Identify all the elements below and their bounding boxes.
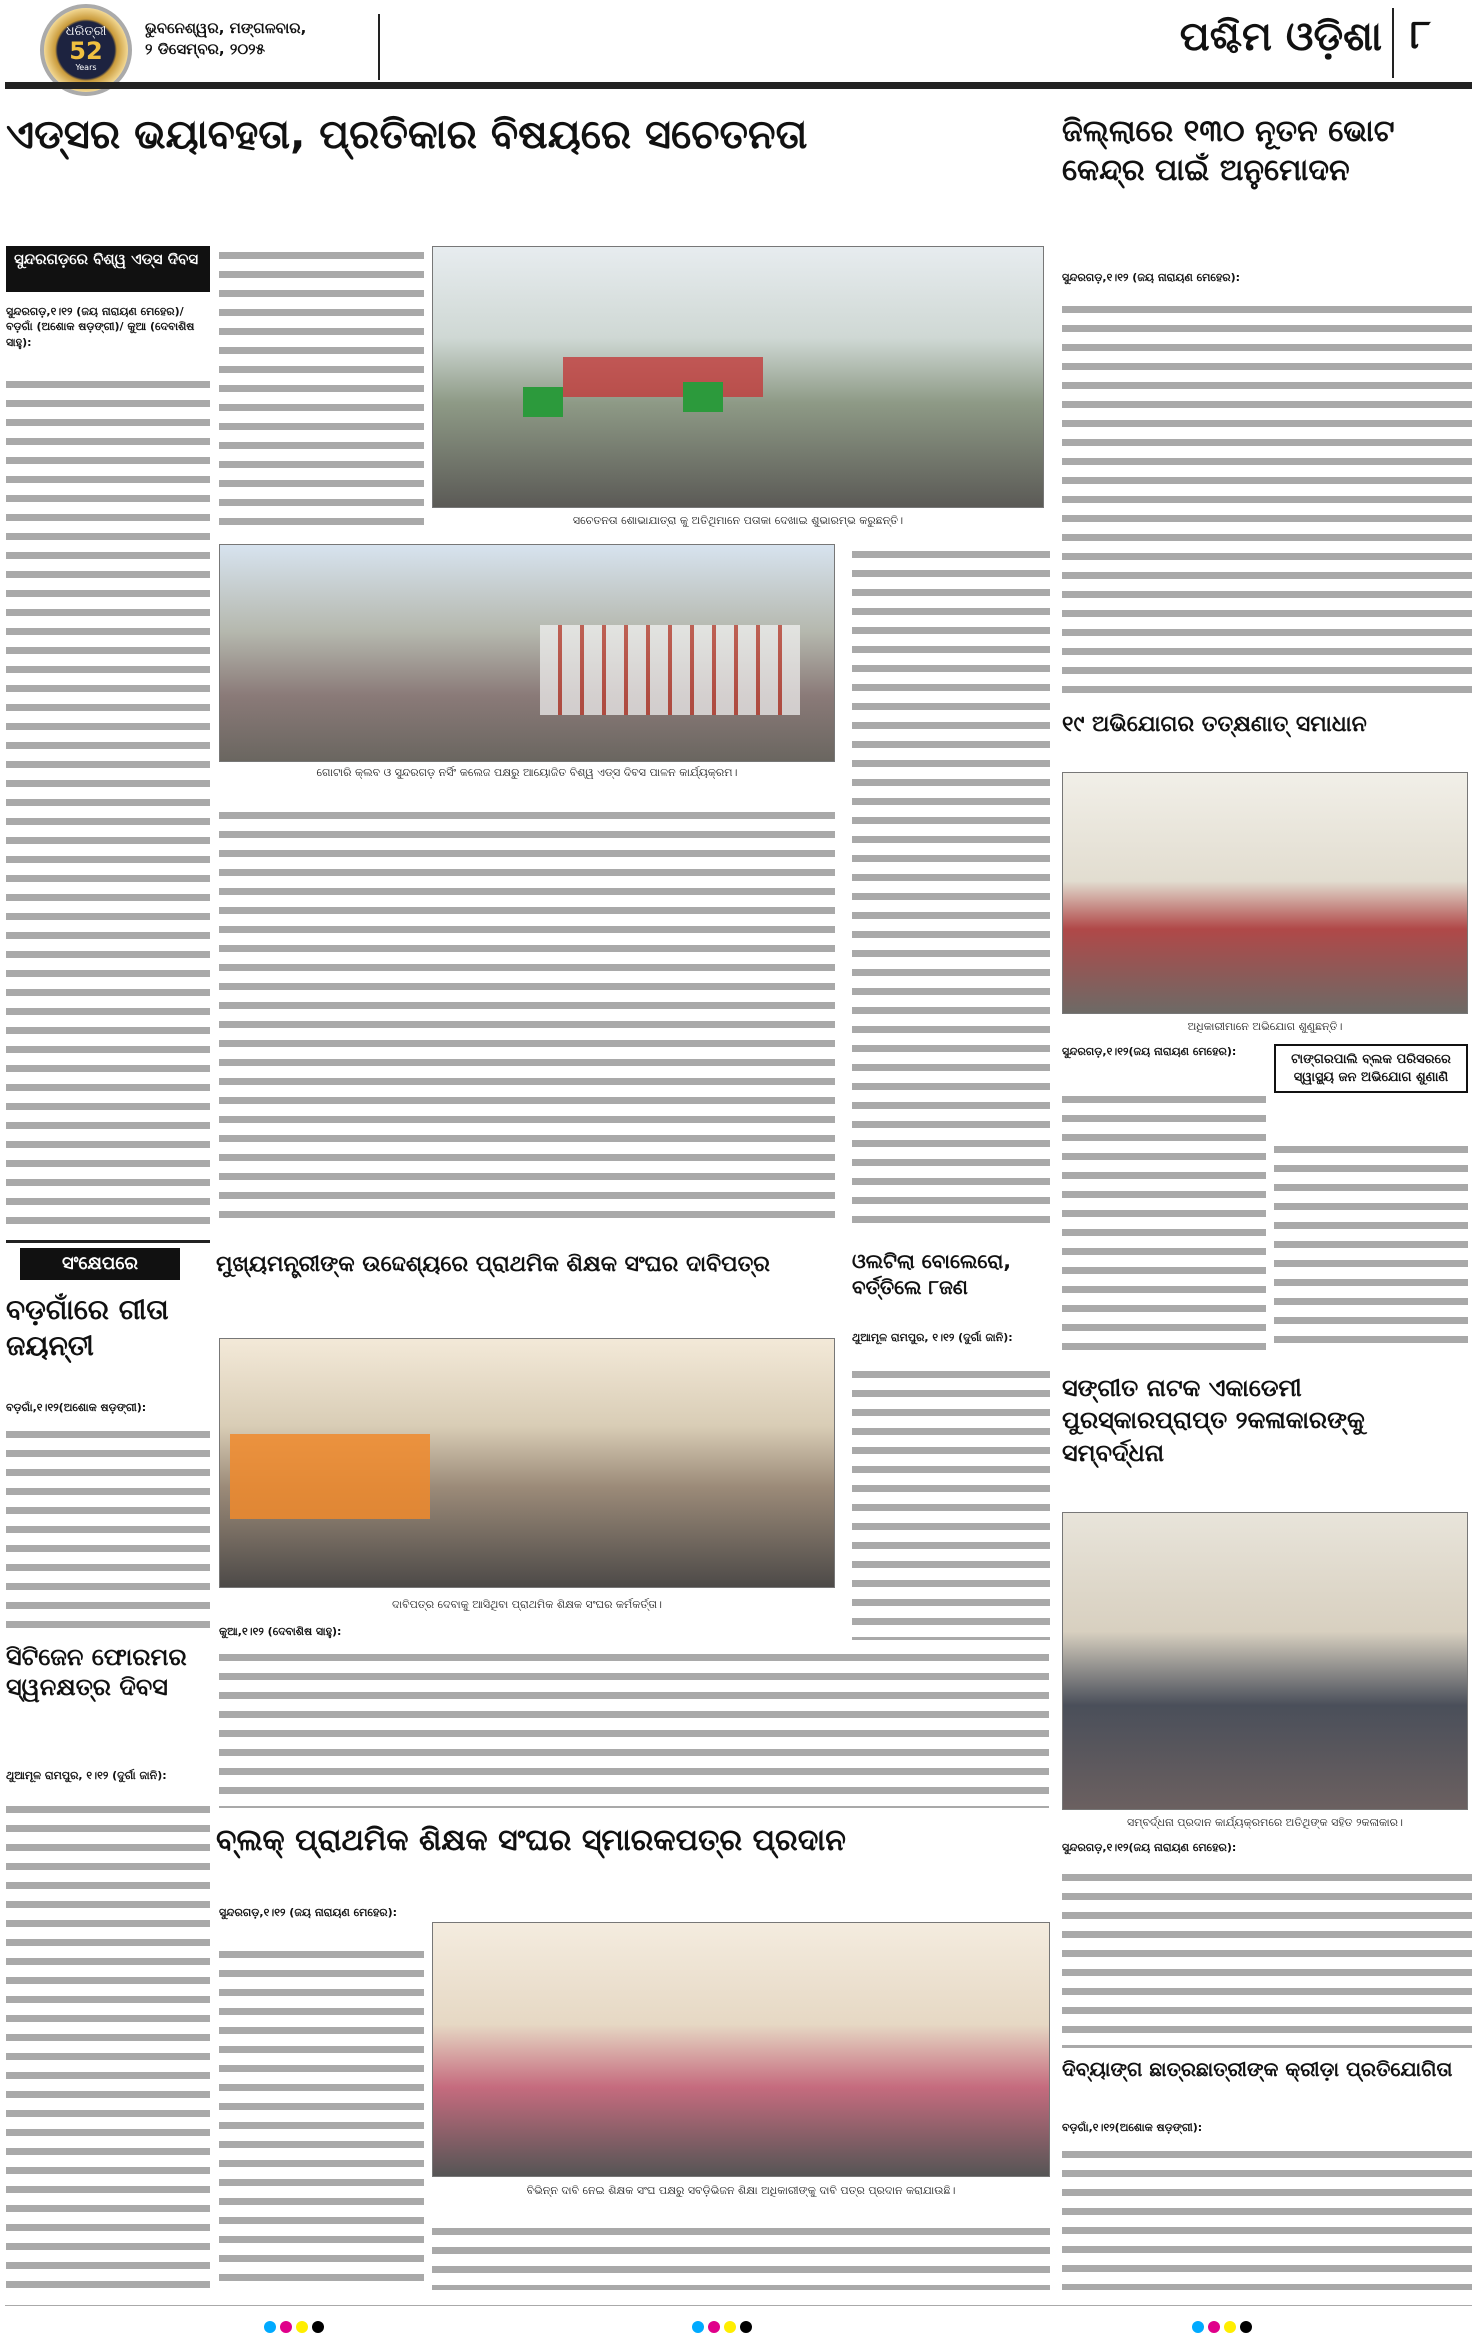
citizen-headline: ସିଟିଜେନ ଫୋରମର ସ୍ୱନକ୍ଷତ୍ର ଦିବସ <box>6 1643 187 1701</box>
grievance-body <box>1062 1090 1266 1350</box>
aids-dateline: ସୁନ୍ଦରଗଡ଼,୧।୧୨ (ଜୟ ନାରାୟଣ ମେହେର)/ ବଡ଼ଗାଁ (ଅଶୋକ ଷଡ଼ଙ୍ଗୀ)/ କୁଆ (ଦେବାଶିଷ ସାହୁ): <box>6 305 195 349</box>
block-caption: ବିଭିନ୍ନ ଦାବି ନେଇ ଶିକ୍ଷକ ସଂଘ ପକ୍ଷରୁ ସବଡ଼ିଭିଜନ ଶିକ୍ଷା ଅଧିକାରୀଙ୍କୁ ଦାବି ପତ୍ର ପ୍ରଦାନ କରାଯାଉଛି। <box>526 2184 956 2197</box>
sangeet-headline: ସଙ୍ଗୀତ ନାଟକ ଏକାଡେମୀ ପୁରସ୍କାରପ୍ରାପ୍ତ ୨କଳାକାରଙ୍କୁ ସମ୍ବର୍ଦ୍ଧନା <box>1062 1374 1365 1467</box>
logo-sub: Years <box>75 63 97 72</box>
sangeet-dateline: ସୁନ୍ଦରଗଡ଼,୧।୧୨(ଜୟ ନାରାୟଣ ମେହେର): <box>1062 1841 1237 1854</box>
page-number: ୮ <box>1410 12 1431 58</box>
divider <box>378 14 380 80</box>
footer-rule <box>5 2305 1472 2306</box>
aids-body-col3 <box>219 806 835 1226</box>
registration-marks <box>690 2318 754 2337</box>
gita-dateline: ବଡ଼ଗାଁ,୧।୧୨(ଅଶୋକ ଷଡ଼ଙ୍ଗୀ): <box>6 1401 147 1414</box>
section-title: ପଶ୍ଚିମ ଓଡ଼ିଶା <box>1179 14 1382 60</box>
main-headline: ଏଡ୍‌ସର ଭୟାବହତା, ପ୍ରତିକାର ବିଷୟରେ ସଚେତନତା <box>6 112 808 158</box>
booth-headline: ଜିଲ୍ଲାରେ ୧୩୦ ନୂତନ ଭୋଟ କେନ୍ଦ୍ର ପାଇଁ ଅନୁମୋଦନ <box>1062 114 1395 188</box>
teachers-rally-photo <box>219 1338 835 1588</box>
aids-body-col1 <box>6 375 210 1225</box>
registration-marks <box>1190 2318 1254 2337</box>
grievance-photo <box>1062 772 1468 1014</box>
citizen-body <box>6 1800 210 2290</box>
teachers-dateline: କୁଆ,୧।୧୨ (ଦେବାଶିଷ ସାହୁ): <box>219 1625 342 1638</box>
grievance-box: ଟାଙ୍ଗରପାଲି ବ୍ଲକ ପରିସରରେ ସ୍ୱାସ୍ଥ୍ୟ ଜନ ଅଭିଯୋଗ ଶୁଣାଣି <box>1274 1044 1468 1093</box>
dateline: ଭୁବନେଶ୍ୱର, ମଙ୍ଗଳବାର, <box>145 19 307 37</box>
block-headline: ବ୍ଲକ୍ ପ୍ରାଥମିକ ଶିକ୍ଷକ ସଂଘର ସ୍ମାରକପତ୍ର ପ୍ରଦାନ <box>216 1823 846 1858</box>
gita-headline: ବଡ଼ଗାଁରେ ଗୀତା ଜୟନ୍ତୀ <box>6 1293 169 1363</box>
logo-text: ଧରିତ୍ରୀ <box>65 24 107 39</box>
aids-nursing-photo <box>219 544 835 762</box>
aids-body-col4 <box>852 545 1050 1225</box>
brief-label: ସଂକ୍ଷେପରେ <box>20 1248 180 1280</box>
disabled-dateline: ବଡ଼ଗାଁ,୧।୧୨(ଅଶୋକ ଷଡ଼ଙ୍ଗୀ): <box>1062 2121 1203 2134</box>
booth-dateline: ସୁନ୍ଦରଗଡ଼,୧।୧୨ (ଜୟ ନାରାୟଣ ମେହେର): <box>1062 271 1241 284</box>
block-memorandum-photo <box>432 1922 1050 2177</box>
date: ୨ ଡିସେମ୍ବର, ୨୦୨୫ <box>145 40 266 58</box>
aids-caption1: ସଚେତନତା ଶୋଭାଯାତ୍ରା କୁ ଅତିଥିମାନେ ପତାକା ଦେଖାଇ ଶୁଭାରମ୍ଭ କରୁଛନ୍ତି। <box>572 514 904 527</box>
sangeet-body <box>1062 1868 1472 2048</box>
block-dateline: ସୁନ୍ଦରଗଡ଼,୧।୧୨ (ଜୟ ନାରାୟଣ ମେହେର): <box>219 1906 398 1919</box>
block-body-col2 <box>432 2222 1050 2290</box>
sangeet-caption: ସମ୍ବର୍ଦ୍ଧନା ପ୍ରଦାନ କାର୍ଯ୍ୟକ୍ରମରେ ଅତିଥିଙ୍କ ସହିତ ୨କଳାକାର। <box>1127 1816 1403 1829</box>
grievance-dateline: ସୁନ୍ଦରଗଡ଼,୧।୧୨(ଜୟ ନାରାୟଣ ମେହେର): <box>1062 1045 1237 1058</box>
aids-caption2: ଗୋଟାରି କ୍ଲବ ଓ ସୁନ୍ଦରଗଡ଼ ନର୍ସିଂ କଲେଜ ପକ୍ଷରୁ ଆୟୋଜିତ ବିଶ୍ୱ ଏଡ୍‌ସ ଦିବସ ପାଳନ କାର୍ଯ୍ୟକ୍ରମ। <box>316 766 738 779</box>
aids-label: ସୁନ୍ଦରଗଡ଼ରେ ବିଶ୍ୱ ଏଡ୍‌ସ ଦିବସ <box>6 246 210 292</box>
citizen-dateline: ଥୁଆମୂଳ ରାମପୁର, ୧।୧୨ (ଦୁର୍ଗା ଜାନି): <box>6 1769 167 1782</box>
divider <box>6 1240 210 1243</box>
bolero-dateline: ଥୁଆମୂଳ ରାମପୁର, ୧।୧୨ (ଦୁର୍ଗା ଜାନି): <box>852 1331 1013 1344</box>
aids-rally-photo <box>432 246 1044 508</box>
grievance-headline: ୧୯ ଅଭିଯୋଗର ତତ୍କ୍ଷଣାତ୍ ସମାଧାନ <box>1062 712 1367 737</box>
dateline-block <box>145 18 370 60</box>
sangeet-photo <box>1062 1512 1468 1810</box>
teachers-headline: ମୁଖ୍ୟମନ୍ତ୍ରୀଙ୍କ ଉଦ୍ଦେଶ୍ୟରେ ପ୍ରାଥମିକ ଶିକ୍ଷକ ସଂଘର ଦାବିପତ୍ର <box>216 1252 770 1277</box>
grievance-caption: ଅଧିକାରୀମାନେ ଅଭିଯୋଗ ଶୁଣୁଛନ୍ତି। <box>1187 1020 1343 1033</box>
grievance-body2 <box>1274 1140 1468 1350</box>
disabled-body <box>1062 2145 1472 2290</box>
aids-body-col2 <box>219 246 424 536</box>
registration-marks <box>262 2318 326 2337</box>
logo-years: 52 <box>69 37 103 65</box>
gita-body <box>6 1425 210 1630</box>
divider <box>1392 8 1394 78</box>
disabled-headline: ଦିବ୍ୟାଙ୍ଗ ଛାତ୍ରଛାତ୍ରୀଙ୍କ କ୍ରୀଡ଼ା ପ୍ରତିଯୋଗିତା <box>1062 2057 1453 2081</box>
booth-body <box>1062 300 1472 700</box>
block-body-col1 <box>219 1945 424 2290</box>
bolero-body <box>852 1365 1050 1640</box>
masthead-rule <box>5 82 1472 89</box>
teachers-caption: ଦାବିପତ୍ର ଦେବାକୁ ଆସିଥିବା ପ୍ରାଥମିକ ଶିକ୍ଷକ ସଂଘର କର୍ମକର୍ତ୍ତା। <box>392 1598 662 1611</box>
bolero-headline: ଓଲଟିଲା ବୋଲେରୋ, ବର୍ତ୍ତିଲେ ୮ଜଣ <box>852 1249 1011 1299</box>
teachers-body <box>219 1648 1049 1808</box>
